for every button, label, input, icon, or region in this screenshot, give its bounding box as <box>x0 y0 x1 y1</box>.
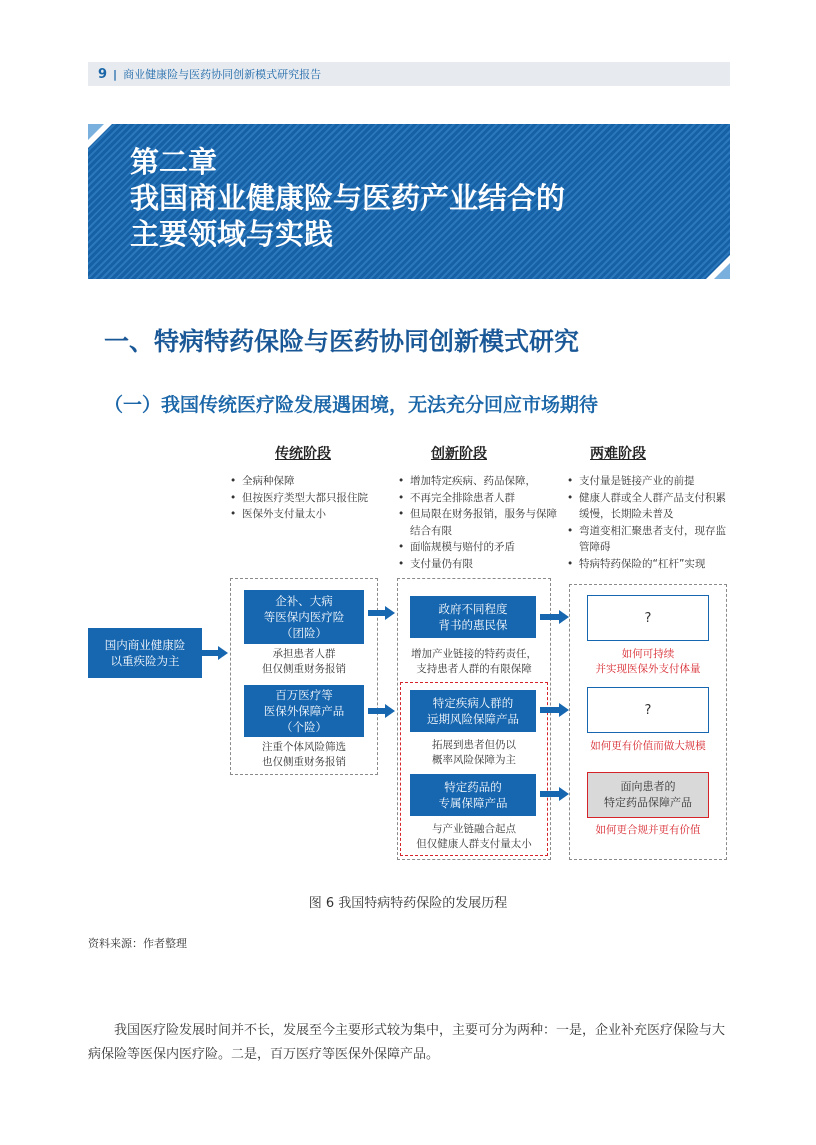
box-label: 企补、大病 <box>275 594 333 608</box>
note-line: 拓展到患者但仍以 <box>432 739 516 751</box>
note-innovation-1 <box>399 647 549 677</box>
list-item: • 健康人群或全人群产品支付积累缓慢，长期险未普及 <box>567 490 732 523</box>
question-mark: ? <box>644 702 652 718</box>
question-mark: ? <box>644 610 652 626</box>
box-label: 远期风险保障产品 <box>427 712 519 726</box>
box-label: 特定药品保障产品 <box>604 796 692 809</box>
note-traditional-1 <box>232 647 376 677</box>
box-unknown-1 <box>587 595 709 641</box>
note-line: 但仅侧重财务报销 <box>262 663 346 675</box>
list-item: • 面临规模与赔付的矛盾 <box>398 539 563 556</box>
chapter-title-line: 主要领域与实践 <box>130 217 334 251</box>
box-specific-disease-product <box>410 690 536 732</box>
note-line: 支持患者人群的有限保障 <box>416 663 532 675</box>
box-patient-drug-product <box>587 772 709 818</box>
list-item: • 不再完全排除患者人群 <box>398 490 563 507</box>
header-separator: | <box>113 67 118 81</box>
note-line: 如何更有价值而做大规模 <box>590 740 706 752</box>
note-line: 如何更合规并更有价值 <box>595 824 701 836</box>
box-label: 医保外保障产品 <box>263 704 345 718</box>
column-title-innovation: 创新阶段 <box>431 446 487 462</box>
running-header <box>88 62 730 86</box>
note-dilemma-2 <box>572 739 724 754</box>
box-label: 百万医疗等 <box>275 688 333 702</box>
note-innovation-2 <box>399 738 549 768</box>
note-line: 但仅健康人群支付量太小 <box>416 838 532 850</box>
box-specific-drug-product <box>410 774 536 816</box>
bullet-list-traditional <box>230 473 390 523</box>
arrow-right-icon <box>540 611 570 623</box>
arrow-right-icon <box>368 705 396 717</box>
chapter-banner <box>88 124 730 279</box>
chapter-number: 第二章 <box>130 145 218 179</box>
figure-source: 资料来源：作者整理 <box>88 937 187 950</box>
box-label: 特定疾病人群的 <box>432 696 514 710</box>
bullet-list-dilemma <box>567 473 732 572</box>
box-label: 国内商业健康险 <box>104 638 186 652</box>
list-item: • 特病特药保险的“杠杆”实现 <box>567 556 732 573</box>
figure-caption: 图 6 我国特病特药保险的发展历程 <box>308 896 508 911</box>
note-line: 如何可持续 <box>621 648 675 660</box>
note-line: 增加产业链接的特药责任， <box>411 648 537 660</box>
note-innovation-3 <box>399 822 549 852</box>
note-traditional-2 <box>232 740 376 770</box>
root-box-domestic-insurance <box>88 628 202 678</box>
subsection-heading: （一）我国传统医疗险发展遇困境，无法充分回应市场期待 <box>104 394 599 416</box>
list-item: • 医保外支付量太小 <box>230 506 390 523</box>
chapter-title-line: 我国商业健康险与医药产业结合的 <box>130 181 566 215</box>
box-label: 专属保障产品 <box>438 796 508 810</box>
list-item: • 但局限在财务报销，服务与保障结合有限 <box>398 506 563 539</box>
box-label: 背书的惠民保 <box>438 618 508 632</box>
note-line: 并实现医保外支付体量 <box>595 663 701 675</box>
box-million-medical <box>244 685 364 737</box>
list-item: • 全病种保障 <box>230 473 390 490</box>
bullet-list-innovation <box>398 473 563 572</box>
box-label: （团险） <box>281 626 327 640</box>
box-label: 面向患者的 <box>620 780 676 793</box>
column-title-traditional: 传统阶段 <box>275 446 331 462</box>
note-dilemma-3 <box>572 823 724 838</box>
box-label: 政府不同程度 <box>438 602 508 616</box>
box-label: 等医保内医疗险 <box>263 610 345 624</box>
arrow-right-icon <box>368 607 396 619</box>
arrow-right-icon <box>540 788 570 800</box>
box-unknown-2 <box>587 687 709 733</box>
box-label: （个险） <box>281 720 327 734</box>
chapter-title <box>130 144 565 252</box>
page-number: 9 <box>98 66 108 82</box>
box-label: 特定药品的 <box>444 780 502 794</box>
list-item: • 支付量仍有限 <box>398 556 563 573</box>
list-item: • 但按医疗类型大都只报住院 <box>230 490 390 507</box>
box-group-medical-insurance <box>244 590 364 644</box>
body-paragraph: 我国医疗险发展时间并不长，发展至今主要形式较为集中，主要可分为两种：一是，企业补充医疗保险与大病保险等医保内医疗险。二是，百万医疗等医保外保障产品。 <box>88 1023 726 1062</box>
section-heading: 一、特病特药保险与医药协同创新模式研究 <box>104 327 580 356</box>
note-dilemma-1 <box>572 647 724 677</box>
column-title-dilemma: 两难阶段 <box>590 446 646 462</box>
arrow-right-icon <box>202 647 228 659</box>
box-label: 以重疾险为主 <box>110 654 180 668</box>
note-line: 注重个体风险筛选 <box>262 741 346 753</box>
arrow-right-icon <box>540 704 570 716</box>
banner-corner-stripe <box>714 263 730 279</box>
banner-corner-stripe <box>88 124 104 140</box>
list-item: • 支付量是链接产业的前提 <box>567 473 732 490</box>
note-line: 与产业链融合起点 <box>432 823 516 835</box>
header-title: 商业健康险与医药协同创新模式研究报告 <box>123 68 322 81</box>
list-item: • 增加特定疾病、药品保障， <box>398 473 563 490</box>
box-huiminbao <box>410 596 536 638</box>
note-line: 承担患者人群 <box>272 648 336 660</box>
note-line: 概率风险保障为主 <box>432 754 516 766</box>
note-line: 也仅侧重财务报销 <box>262 756 346 768</box>
list-item: • 弯道变相汇聚患者支付，现存监管障碍 <box>567 523 732 556</box>
